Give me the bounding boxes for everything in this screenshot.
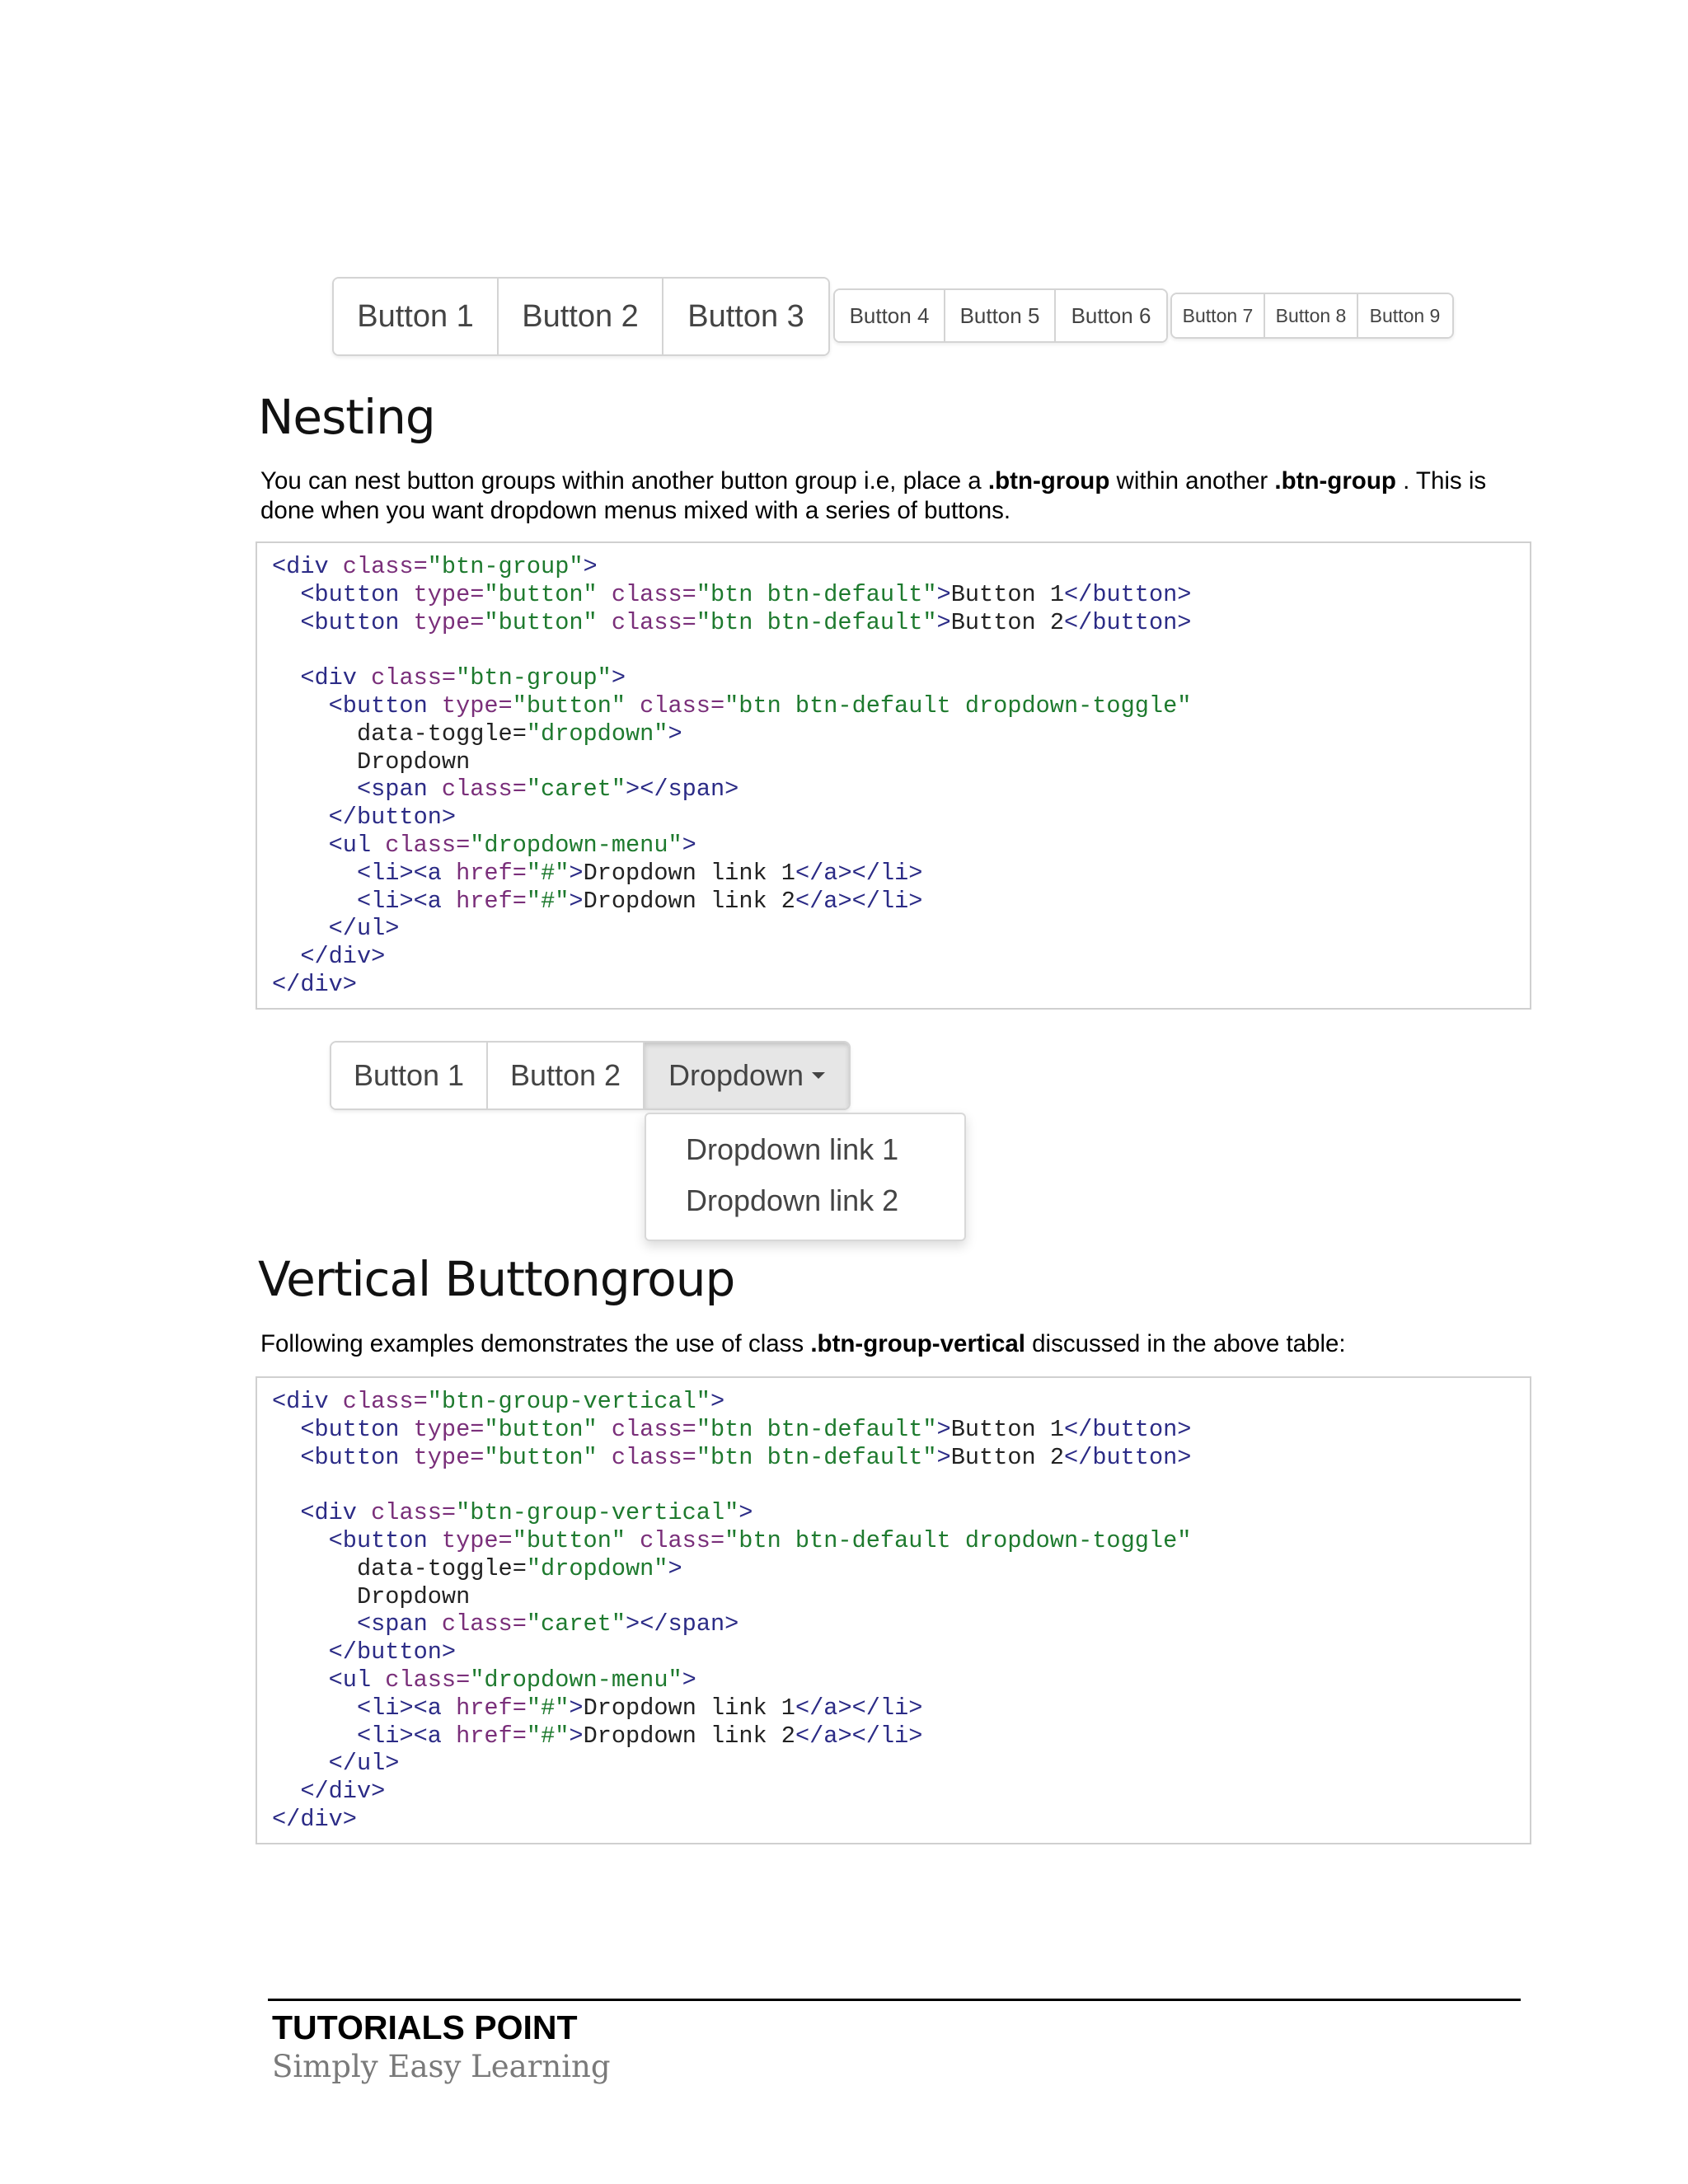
nesting-code-block: <div class="btn-group"> <button type="button" class="btn btn-default">Button 1</button> <button type="button" class="btn btn-default">Button 2</button> <div class="btn-group"> <button type="button" class="btn btn-default dropdown-toggle" data-toggle="dropdown"> Dropdown <span class="caret"></span> </button> <ul class="dropdown-menu"> <li><a href="#">Dropdown link 1</a></li> <li><a href="#">Dropdown link 2</a></li> </ul> </div> </div>	[256, 541, 1531, 1010]
button-9[interactable]: Button 9	[1358, 294, 1451, 337]
footer-title: TUTORIALS POINT	[272, 2008, 578, 2046]
button-2[interactable]: Button 2	[499, 279, 663, 354]
caret-down-icon	[812, 1072, 825, 1079]
vertical-heading: Vertical Buttongroup	[258, 1251, 735, 1307]
button-1[interactable]: Button 1	[334, 279, 499, 354]
button-3[interactable]: Button 3	[663, 279, 828, 354]
dropdown-link-2[interactable]: Dropdown link 2	[686, 1183, 899, 1217]
button-group-large	[332, 277, 830, 356]
vertical-code-block: <div class="btn-group-vertical"> <button type="button" class="btn btn-default">Button 1</button> <button type="button" class="btn btn-default">Button 2</button> <div class="btn-group-vertical"> <button type="button" class="btn btn-default dropdown-toggle" data-toggle="dropdown"> Dropdown <span class="caret"></span> </button> <ul class="dropdown-menu"> <li><a href="#">Dropdown link 1</a></li> <li><a href="#">Dropdown link 2</a></li> </ul> </div> </div>	[256, 1376, 1531, 1844]
dropdown-menu	[645, 1113, 966, 1241]
nested-button-1[interactable]: Button 1	[331, 1043, 488, 1108]
button-7[interactable]: Button 7	[1172, 294, 1265, 337]
button-6[interactable]: Button 6	[1056, 290, 1166, 341]
nesting-heading: Nesting	[258, 389, 435, 445]
footer-subtitle: Simply Easy Learning	[272, 2049, 611, 2084]
dropdown-link-1[interactable]: Dropdown link 1	[686, 1132, 899, 1166]
nested-button-2[interactable]: Button 2	[488, 1043, 645, 1108]
vertical-paragraph: Following examples demonstrates the use of class .btn-group-vertical discussed in the above table:	[260, 1330, 1346, 1357]
button-5[interactable]: Button 5	[945, 290, 1056, 341]
footer-rule	[268, 1999, 1521, 2001]
button-group-medium	[833, 288, 1168, 343]
button-8[interactable]: Button 8	[1265, 294, 1358, 337]
button-4[interactable]: Button 4	[835, 290, 945, 341]
dropdown-label: Dropdown	[668, 1058, 804, 1092]
nested-button-group	[330, 1041, 851, 1110]
button-group-small	[1170, 293, 1454, 339]
nesting-paragraph: You can nest button groups within another button group i.e, place a .btn-group within another .btn-group . This is done when you want dropdown menus mixed with a series of buttons.	[260, 467, 1487, 524]
dropdown-toggle-button[interactable]	[645, 1043, 849, 1108]
